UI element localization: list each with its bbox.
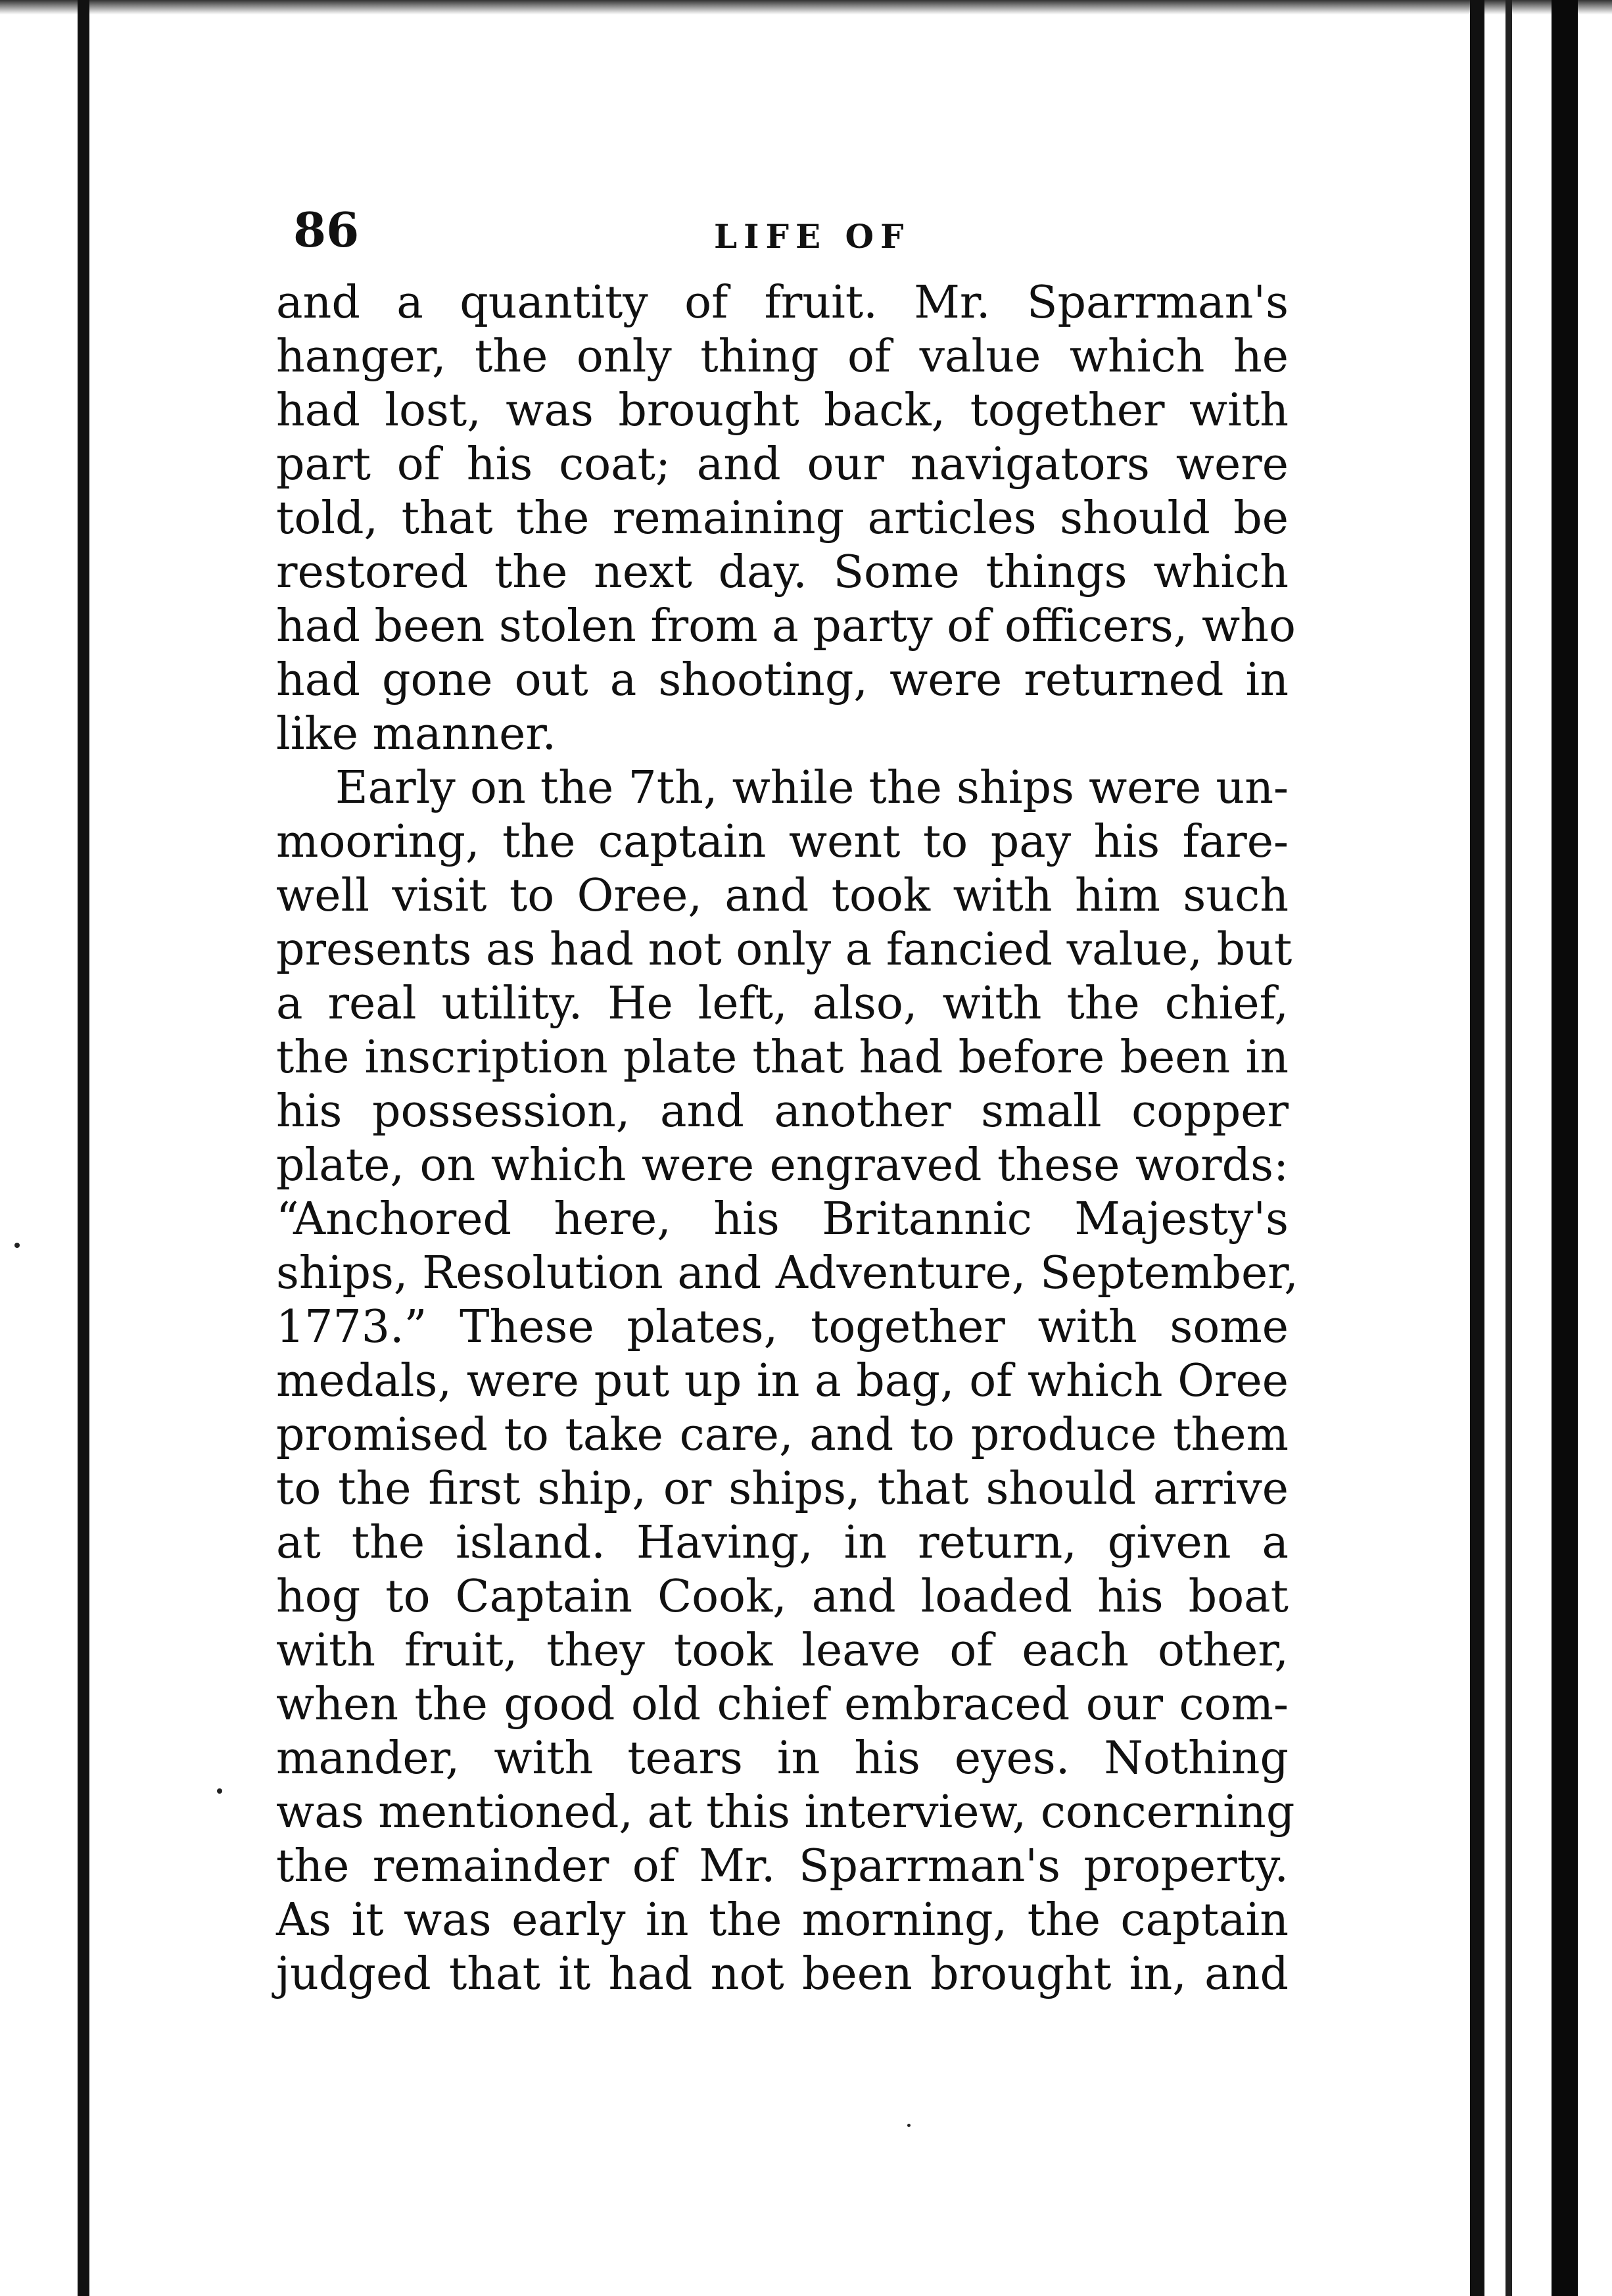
text-line: mooring, the captain went to pay his fare- xyxy=(276,816,1289,868)
text-line: judged that it had not been brought in, and xyxy=(276,1948,1289,2000)
scan-edge-right-inner xyxy=(1505,0,1512,2296)
text-line: his possession, and another small copper xyxy=(276,1086,1289,1137)
scan-edge-right xyxy=(1470,0,1484,2296)
running-head: LIFE OF xyxy=(714,217,911,256)
text-line: presents as had not only a fancied value, but xyxy=(276,924,1292,976)
text-line: like manner. xyxy=(276,708,557,760)
text-line: and a quantity of fruit. Mr. Sparrman's xyxy=(276,277,1289,329)
text-line: a real utility. He left, also, with the chief, xyxy=(276,978,1289,1030)
page-number: 86 xyxy=(293,202,360,258)
text-line: medals, were put up in a bag, of which Oree xyxy=(276,1355,1289,1407)
text-line: restored the next day. Some things which xyxy=(276,546,1289,598)
text-line: well visit to Oree, and took with him such xyxy=(276,870,1289,922)
text-line: to the first ship, or ships, that should arrive xyxy=(276,1463,1289,1515)
text-line: hanger, the only thing of value which he xyxy=(276,331,1289,383)
body-text xyxy=(276,276,1298,2051)
text-line: plate, on which were engraved these words: xyxy=(276,1139,1289,1191)
scan-speck xyxy=(217,1788,222,1794)
text-line: the remainder of Mr. Sparrman's property. xyxy=(276,1840,1289,1892)
text-line: the inscription plate that had before been in xyxy=(276,1032,1289,1084)
text-line: at the island. Having, in return, given a xyxy=(276,1517,1289,1569)
text-line: had gone out a shooting, were returned in xyxy=(276,654,1289,706)
scan-speck xyxy=(907,2124,911,2127)
scan-edge-top xyxy=(0,0,1612,14)
text-line: “Anchored here, his Britannic Majesty's xyxy=(276,1193,1289,1245)
scan-edge-left xyxy=(78,0,89,2296)
text-line: part of his coat; and our navigators were xyxy=(276,439,1289,490)
text-line: hog to Captain Cook, and loaded his boat xyxy=(276,1571,1289,1623)
scan-speck xyxy=(14,1243,20,1248)
text-line: ships, Resolution and Adventure, September, xyxy=(276,1247,1298,1299)
text-line: when the good old chief embraced our com- xyxy=(276,1679,1289,1731)
text-line: mander, with tears in his eyes. Nothing xyxy=(276,1733,1289,1784)
text-line: had lost, was brought back, together with xyxy=(276,385,1289,437)
text-line: As it was early in the morning, the captain xyxy=(276,1894,1289,1946)
text-line: was mentioned, at this interview, concerning xyxy=(276,1786,1295,1838)
text-line: promised to take care, and to produce them xyxy=(276,1409,1289,1461)
page-header xyxy=(293,197,1292,276)
text-line: 1773.” These plates, together with some xyxy=(276,1301,1289,1353)
text-line: had been stolen from a party of officers, who xyxy=(276,600,1296,652)
text-line: with fruit, they took leave of each other, xyxy=(276,1625,1289,1677)
scan-edge-right-outer xyxy=(1552,0,1578,2296)
text-line: told, that the remaining articles should be xyxy=(276,492,1289,544)
text-line: Early on the 7th, while the ships were un- xyxy=(335,762,1289,814)
